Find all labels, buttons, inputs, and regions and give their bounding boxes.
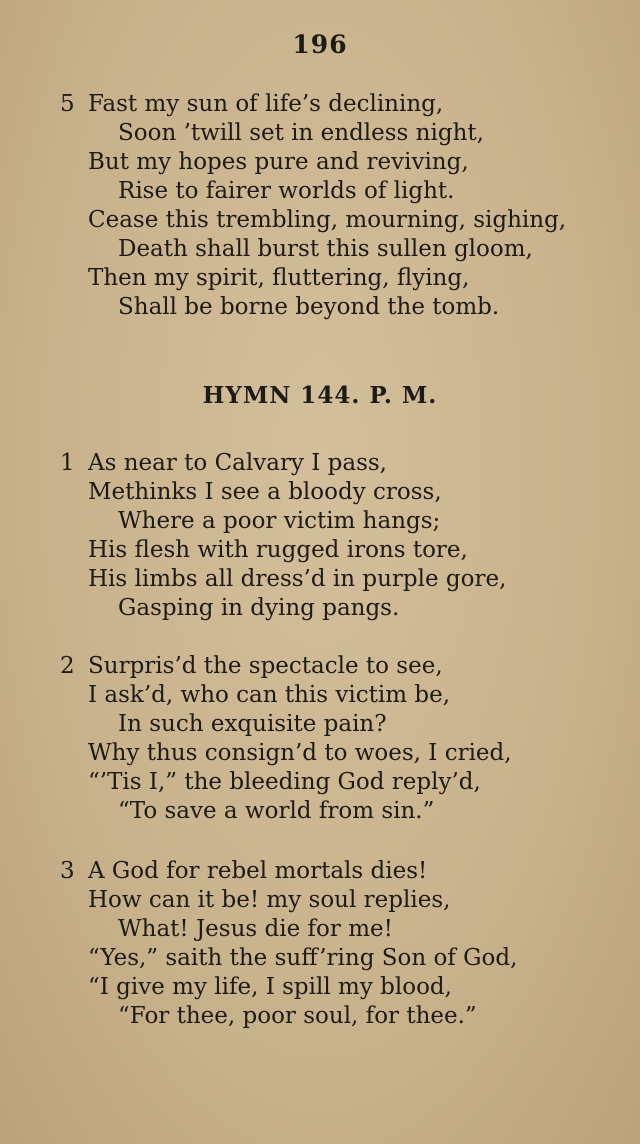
verse-line: His limbs all dress’d in purple gore, [88, 566, 507, 592]
verse-line: I ask’d, who can this victim be, [88, 682, 451, 708]
verse-line: Why thus consign’d to woes, I cried, [88, 740, 512, 766]
stanza-number: 1 [60, 450, 75, 476]
verse-line: “I give my life, I spill my blood, [88, 974, 452, 1000]
verse-line: In such exquisite pain? [118, 711, 387, 737]
verse-line: “To save a world from sin.” [118, 798, 435, 824]
verse-line: Cease this trembling, mourning, sighing, [88, 207, 567, 233]
verse-line: Methinks I see a bloody cross, [88, 479, 442, 505]
verse-line: Where a poor victim hangs; [118, 508, 441, 534]
verse-line: “Yes,” saith the suff’ring Son of God, [88, 945, 518, 971]
verse-line: “For thee, poor soul, for thee.” [118, 1003, 477, 1029]
verse-line: A God for rebel mortals dies! [88, 858, 428, 884]
verse-line: Gasping in dying pangs. [118, 595, 400, 621]
verse-line: As near to Calvary I pass, [88, 450, 387, 476]
hymn-title: HYMN 144. P. M. [202, 382, 438, 409]
stanza-number: 2 [60, 653, 75, 679]
verse-line: Surpris’d the spectacle to see, [88, 653, 443, 679]
stanza-number: 3 [60, 858, 75, 884]
verse-line: His flesh with rugged irons tore, [88, 537, 468, 563]
verse-line: But my hopes pure and reviving, [88, 149, 469, 175]
stanza-number: 5 [60, 91, 75, 117]
verse-line: Death shall burst this sullen gloom, [118, 236, 533, 262]
page-number: 196 [292, 30, 348, 59]
verse-line: “’Tis I,” the bleeding God reply’d, [88, 769, 481, 795]
verse-line: Then my spirit, fluttering, flying, [88, 265, 470, 291]
verse-line: Fast my sun of life’s declining, [88, 91, 444, 117]
verse-line: Rise to fairer worlds of light. [118, 178, 455, 204]
verse-line: Soon ’twill set in endless night, [118, 120, 484, 146]
verse-line: What! Jesus die for me! [118, 916, 393, 942]
verse-line: How can it be! my soul replies, [88, 887, 451, 913]
verse-line: Shall be borne beyond the tomb. [118, 294, 500, 320]
